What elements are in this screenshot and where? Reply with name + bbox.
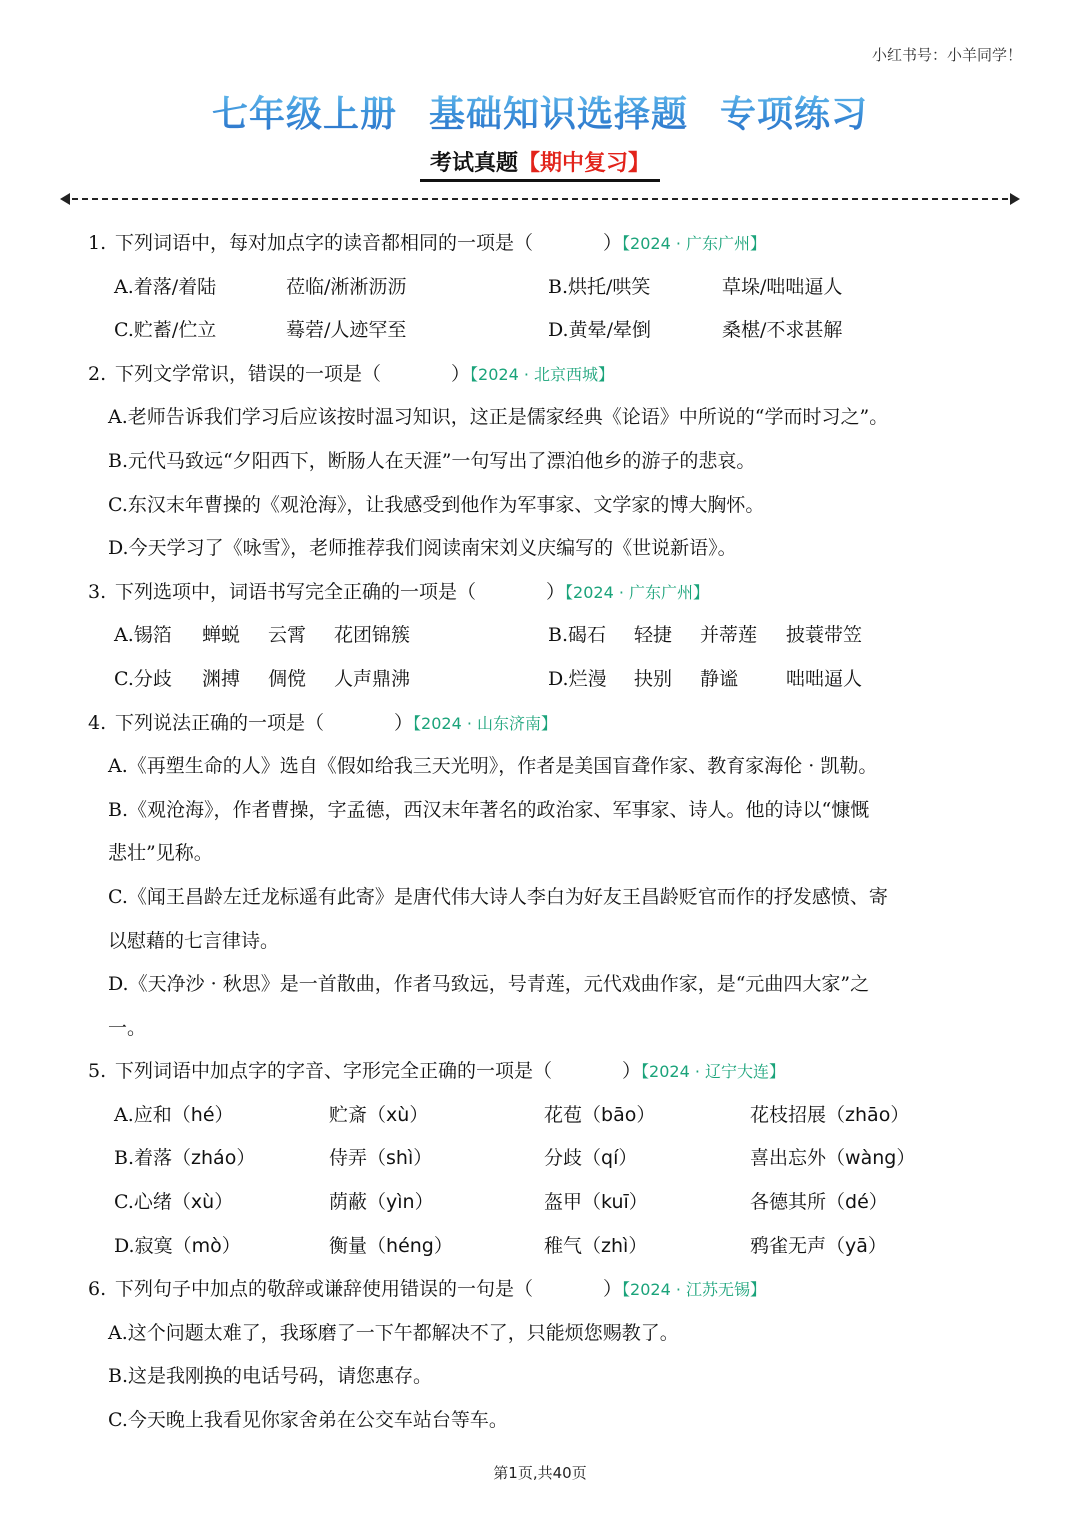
option-cell: 桑椹/不求甚解 <box>722 319 843 342</box>
page-number: 第1页,共40页 <box>493 1464 587 1482</box>
option-cell: 稚气（zhì） <box>544 1234 648 1257</box>
question-number: 6. <box>88 1278 107 1301</box>
option-paragraph: B.《观沧海》，作者曹操，字孟德，西汉末年著名的政治家、军事家、诗人。他的诗以“慷慨 <box>108 798 870 821</box>
option-cell: 花苞（bāo） <box>544 1103 656 1126</box>
option-cell: 轻捷 <box>634 624 673 647</box>
option-paragraph: A.老师告诉我们学习后应该按时温习知识，这正是儒家经典《论语》中所说的“学而时习之”。 <box>108 406 889 429</box>
source-tag: 【2024 · 广东广州】 <box>565 582 710 602</box>
option-cell: 倜傥 <box>268 667 307 690</box>
option-cell: C.贮蓄/伫立 <box>114 319 217 342</box>
question-number: 1. <box>88 232 107 254</box>
stem-close: ） <box>451 362 471 385</box>
question-list <box>88 222 1008 1443</box>
stem-close: ） <box>394 711 414 734</box>
option-cell: 喜出忘外（wàng） <box>750 1147 916 1170</box>
option-cell: 草垛/咄咄逼人 <box>722 275 843 298</box>
stem-text: 下列句子中加点的敬辞或谦辞使用错误的一句是（ <box>115 1278 534 1301</box>
option-row <box>88 1225 1008 1269</box>
option-cell: D.寂寞（mò） <box>114 1234 241 1257</box>
title-part-3: 专项练习 <box>720 94 869 135</box>
watermark: 小红书号：小羊同学！ <box>871 46 1022 64</box>
option-cell: 盔甲（kuī） <box>544 1191 648 1214</box>
option-cell: 咄咄逼人 <box>786 667 863 690</box>
option-cell: 各德其所（dé） <box>750 1191 888 1214</box>
stem-close: ） <box>546 580 566 603</box>
question-3 <box>88 571 1008 702</box>
option-cell: B.着落（zháo） <box>114 1147 256 1170</box>
arrow-right-icon <box>1010 193 1020 205</box>
option-paragraph: 以慰藉的七言律诗。 <box>108 929 280 952</box>
option-cell: 花团锦簇 <box>334 624 411 647</box>
question-number: 4. <box>88 711 107 734</box>
page-title <box>0 86 1080 137</box>
question-number: 3. <box>88 580 107 603</box>
stem-close: ） <box>603 232 623 254</box>
option-cell: 披蓑带笠 <box>786 624 863 647</box>
option-cell: A.应和（hé） <box>114 1103 234 1126</box>
title-part-1: 七年级上册 <box>211 94 397 135</box>
source-tag: 【2024 · 北京西城】 <box>470 364 615 384</box>
dashed-divider <box>62 198 1018 200</box>
question-6 <box>88 1268 1008 1442</box>
option-paragraph: C.东汉末年曹操的《观沧海》，让我感受到他作为军事家、文学家的博大胸怀。 <box>108 493 765 516</box>
option-cell: B.烘托/哄笑 <box>548 275 651 298</box>
option-cell: A.着落/着陆 <box>114 275 217 298</box>
option-cell: 荫蔽（yìn） <box>329 1191 434 1214</box>
question-stem <box>88 702 1008 746</box>
arrow-left-icon <box>60 193 70 205</box>
subtitle-bracket: 【期中复习】 <box>518 151 651 176</box>
option-cell: 花枝招展（zhāo） <box>750 1103 910 1126</box>
source-tag: 【2024 · 广东广州】 <box>622 234 767 253</box>
option-cell: 云霄 <box>268 624 307 647</box>
subtitle <box>0 146 1080 182</box>
question-2 <box>88 353 1008 571</box>
option-cell: 莅临/淅淅沥沥 <box>286 275 407 298</box>
option-paragraph: 一。 <box>108 1016 147 1039</box>
option-row <box>88 1181 1008 1225</box>
option-cell: 分歧（qí） <box>544 1147 638 1170</box>
question-stem <box>88 222 1008 266</box>
option-paragraph: A.这个问题太难了，我琢磨了一下午都解决不了，只能烦您赐教了。 <box>108 1321 679 1344</box>
option-cell: 静谧 <box>700 667 739 690</box>
option-paragraph: 悲壮”见称。 <box>108 842 213 865</box>
option-cell: 渊搏 <box>202 667 241 690</box>
option-row <box>88 1137 1008 1181</box>
option-paragraph: B.这是我刚换的电话号码，请您惠存。 <box>108 1365 433 1388</box>
option-paragraph: D.《天净沙 · 秋思》是一首散曲，作者马致远，号青莲，元代戏曲作家，是“元曲四大家”之 <box>108 973 870 996</box>
question-1 <box>88 222 1008 353</box>
source-tag: 【2024 · 山东济南】 <box>413 713 558 733</box>
option-paragraph: A.《再塑生命的人》选自《假如给我三天光明》，作者是美国盲聋作家、教育家海伦 · 凯勒。 <box>108 755 878 778</box>
stem-text: 下列文学常识，错误的一项是（ <box>115 362 382 385</box>
option-row <box>88 614 1008 658</box>
stem-close: ） <box>622 1060 642 1083</box>
stem-text: 下列词语中加点字的字音、字形完全正确的一项是（ <box>115 1060 553 1083</box>
subtitle-lead: 考试真题 <box>429 151 518 176</box>
option-paragraph: C.今天晚上我看见你家舍弟在公交车站台等车。 <box>108 1409 508 1432</box>
option-cell: B.碣石 <box>548 624 607 647</box>
title-part-2: 基础知识选择题 <box>428 94 688 135</box>
stem-text: 下列词语中，每对加点字的读音都相同的一项是（ <box>115 232 534 254</box>
question-5 <box>88 1050 1008 1268</box>
option-row <box>88 658 1008 702</box>
question-stem <box>88 571 1008 615</box>
option-cell: 侍弄（shì） <box>329 1147 433 1170</box>
stem-text: 下列选项中，词语书写完全正确的一项是（ <box>115 580 477 603</box>
option-cell: C.心绪（xù） <box>114 1191 234 1214</box>
option-paragraph: D.今天学习了《咏雪》，老师推荐我们阅读南宋刘义庆编写的《世说新语》。 <box>108 537 737 560</box>
question-number: 2. <box>88 362 107 385</box>
question-number: 5. <box>88 1060 107 1083</box>
option-cell: A.锡箔 <box>114 624 172 647</box>
option-cell: 并蒂莲 <box>700 624 758 647</box>
option-cell: C.分歧 <box>114 667 172 690</box>
option-cell: 衡量（héng） <box>329 1234 453 1257</box>
option-cell: 抉别 <box>634 667 673 690</box>
question-stem <box>88 1050 1008 1094</box>
option-row <box>88 266 1008 310</box>
option-paragraph: C.《闻王昌龄左迁龙标遥有此寄》是唐代伟大诗人李白为好友王昌龄贬官而作的抒发感愤、寄 <box>108 885 888 908</box>
option-cell: 鸦雀无声（yā） <box>750 1234 887 1257</box>
option-cell: 蝉蜕 <box>202 624 241 647</box>
option-cell: 贮斎（xù） <box>329 1103 429 1126</box>
option-row <box>88 309 1008 353</box>
stem-text: 下列说法正确的一项是（ <box>115 711 325 734</box>
question-4 <box>88 702 1008 1051</box>
option-cell: D.黄晕/晕倒 <box>548 319 651 342</box>
option-cell: 人声鼎沸 <box>334 667 411 690</box>
option-paragraph: B.元代马致远“夕阳西下，断肠人在天涯”一句写出了漂泊他乡的游子的悲哀。 <box>108 449 756 472</box>
option-cell: 蓦菪/人迹罕至 <box>286 319 407 342</box>
source-tag: 【2024 · 辽宁大连】 <box>641 1062 786 1082</box>
question-stem <box>88 353 1008 397</box>
option-cell: D.烂漫 <box>548 667 607 690</box>
option-row <box>88 1094 1008 1138</box>
stem-close: ） <box>603 1278 623 1301</box>
question-stem <box>88 1268 1008 1312</box>
source-tag: 【2024 · 江苏无锡】 <box>622 1280 767 1300</box>
